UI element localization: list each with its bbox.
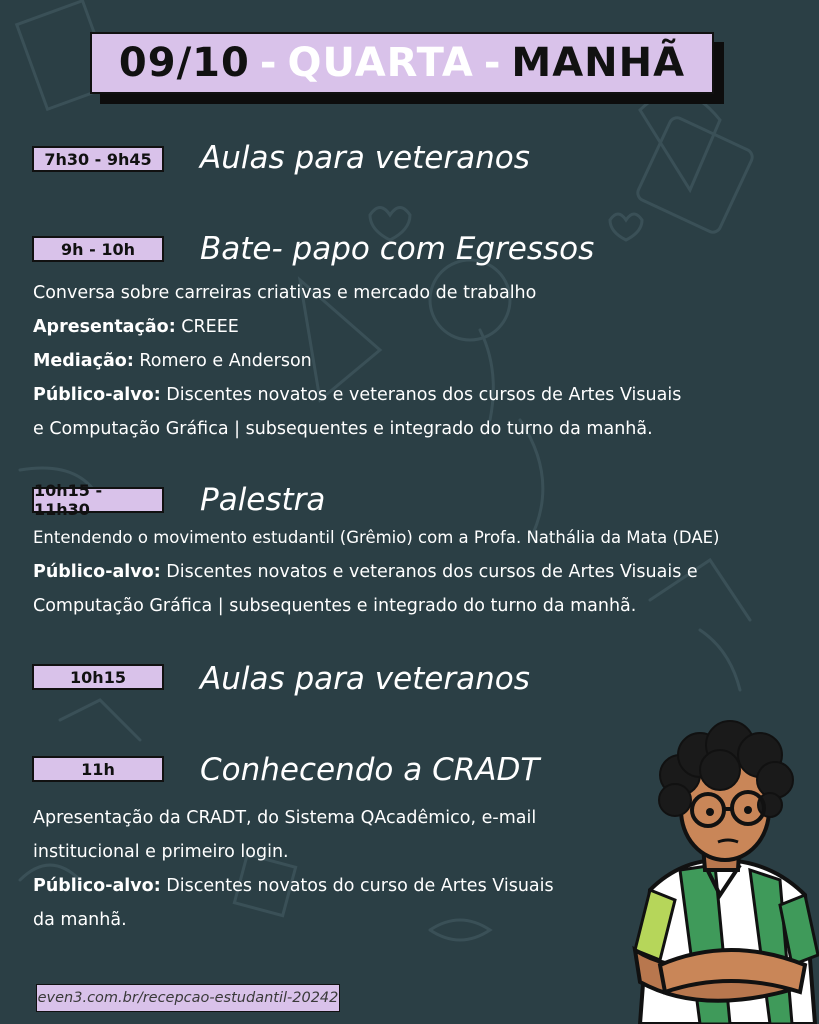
event-description: Conversa sobre carreiras criativas e mercado de trabalho [33,283,537,303]
event-audience [33,876,554,896]
event-title: Bate- papo com Egressos [200,231,595,267]
title-date: 09/10 [118,40,250,86]
time-badge: 9h - 10h [32,236,164,262]
audience-label: Público-alvo: [33,385,161,405]
mediation-label: Mediação: [33,351,134,371]
audience-value: Discentes novatos e veteranos dos cursos de Artes Visuais e [166,562,698,582]
audience-value: Discentes novatos e veteranos dos cursos de Artes Visuais [166,385,682,405]
audience-label: Público-alvo: [33,562,161,582]
title-separator: - [483,40,502,86]
time-badge: 7h30 - 9h45 [32,146,164,172]
event-title: Aulas para veteranos [200,661,530,697]
student-character-illustration [620,720,819,1024]
event-audience-continued: da manhã. [33,910,127,930]
title-weekday: QUARTA [287,40,474,86]
event-audience [33,562,698,582]
event-description: Apresentação da CRADT, do Sistema QAcadêmico, e-mail [33,808,537,828]
audience-value: Discentes novatos do curso de Artes Visuais [166,876,554,896]
page-title [90,32,714,94]
title-period: MANHÃ [511,40,686,86]
time-badge: 10h15 - 11h30 [32,487,164,513]
presenter-value: CREEE [181,317,239,337]
event-link[interactable]: even3.com.br/recepcao-estudantil-20242 [36,984,340,1012]
mediation-value: Romero e Anderson [139,351,312,371]
time-badge: 11h [32,756,164,782]
event-presenter [33,317,239,337]
event-audience [33,385,681,405]
event-description: Entendendo o movimento estudantil (Grêmio) com a Profa. Nathália da Mata (DAE) [33,528,720,547]
event-title: Aulas para veteranos [200,140,530,176]
audience-label: Público-alvo: [33,876,161,896]
time-badge: 10h15 [32,664,164,690]
event-title: Palestra [200,482,326,518]
event-audience-continued: e Computação Gráfica | subsequentes e integrado do turno da manhã. [33,419,653,439]
presenter-label: Apresentação: [33,317,176,337]
event-audience-continued: Computação Gráfica | subsequentes e integrado do turno da manhã. [33,596,637,616]
event-title: Conhecendo a CRADT [200,752,540,788]
title-separator: - [259,40,278,86]
event-description-continued: institucional e primeiro login. [33,842,289,862]
event-mediation [33,351,312,371]
